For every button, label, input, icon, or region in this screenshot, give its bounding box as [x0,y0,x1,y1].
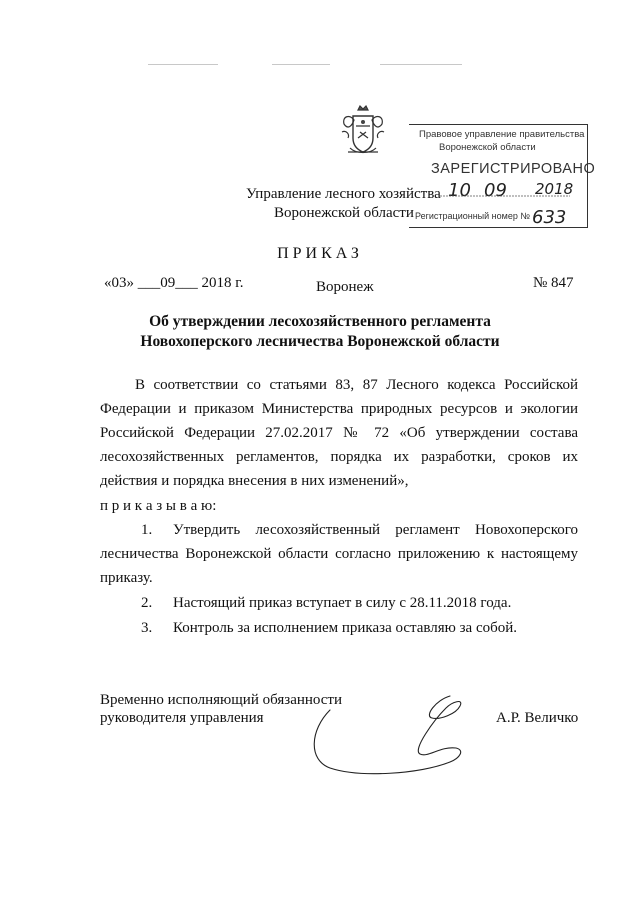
item-3-number: 3. [141,620,153,636]
scan-artifact [272,64,330,65]
item-1-text: Утвердить лесохозяйственный регламент Новохоперского лесничества Воронежской области согласно приложению к настоящему приказу. [100,522,578,586]
stamp-status: ЗАРЕГИСТРИРОВАНО [431,161,596,177]
department-line1: Управление лесного хозяйства [246,186,441,202]
handwritten-signature [300,690,480,780]
document-title: ПРИКАЗ [277,245,363,262]
item-2-text: Настоящий приказ вступает в силу с 28.11.2018 года. [173,595,512,611]
stamp-reg-day: 10 [448,180,471,201]
stamp-reg-month: 09 [484,180,507,201]
stamp-authority-line2: Воронежской области [439,142,536,153]
document-number: № 847 [533,275,574,291]
stamp-reg-year: 2018 [535,180,574,198]
scan-artifact [148,64,218,65]
scan-artifact [380,64,462,65]
coat-of-arms-icon [338,104,388,160]
item-2-number: 2. [141,595,153,611]
department-line2: Воронежской области [274,205,414,221]
stamp-date-underline [440,193,570,199]
order-word: п р и к а з ы в а ю: [100,498,217,514]
stamp-authority-line1: Правовое управление правительства [419,129,585,140]
signature-position-line2: руководителя управления [100,710,264,726]
document-subject: Об утверждении лесохозяйственного регламента Новохоперского лесничества Воронежской области [140,313,500,350]
document-date: «03» ___09___ 2018 г. [104,275,244,291]
stamp-reg-label: Регистрационный номер № [415,211,531,221]
signature-position-line1: Временно исполняющий обязанности [100,692,343,708]
item-3-text: Контроль за исполнением приказа оставляю за собой. [173,620,518,636]
document-place: Воронеж [316,279,374,295]
item-1-number: 1. [141,522,153,538]
stamp-reg-number: 633 [532,207,567,228]
preamble-paragraph: В соответствии со статьями 83, 87 Лесного кодекса Российской Федерации и приказом Министерства природных ресурсов и экологии Российской Федерации 27.02.2017 № 72 «Об утверждении состава лесохозяйственных регламентов, порядка их разработки, сроков их действия и порядка внесения в них изменений», [100,377,578,489]
signatory-name: А.Р. Величко [496,710,579,726]
